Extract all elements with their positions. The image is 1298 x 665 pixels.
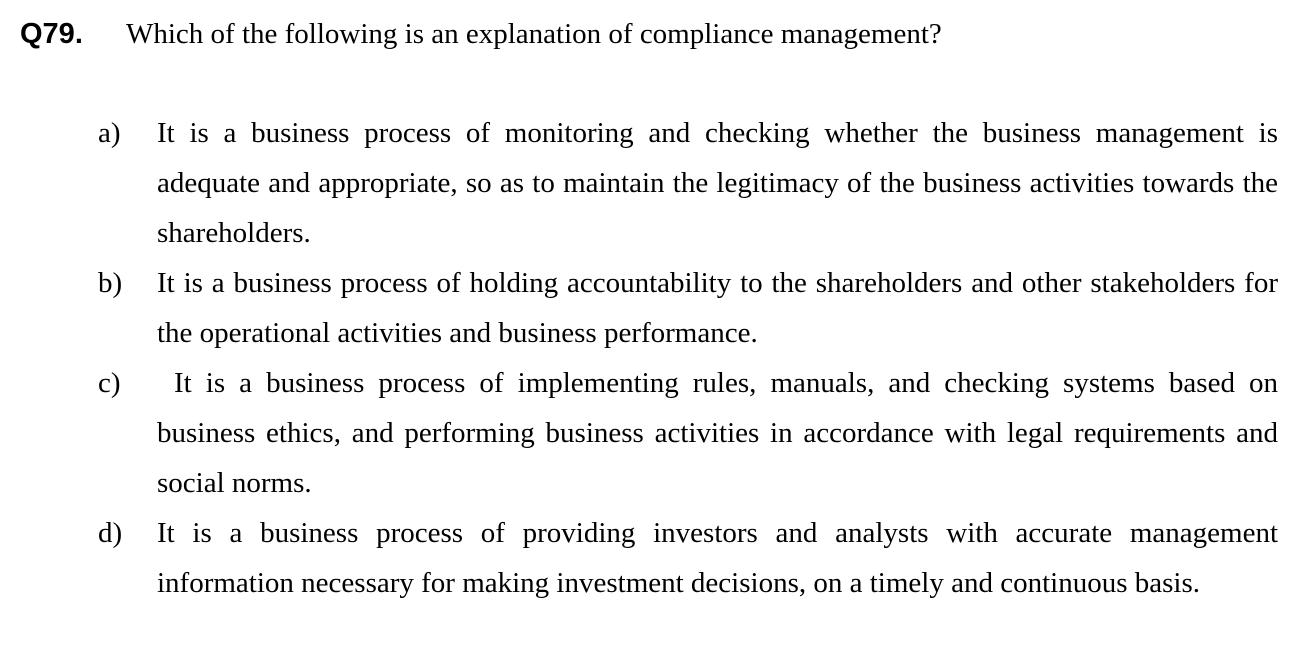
option-b-letter: b) bbox=[98, 267, 123, 299]
option-d-text: It is a business process of providing investors and analysts with accurate management information necessary for making investment decisions, on a timely and continuous basis. bbox=[157, 517, 1278, 599]
answer-options bbox=[0, 108, 1298, 608]
question-text: Which of the following is an explanation of compliance management? bbox=[126, 17, 942, 50]
option-b-text: It is a business process of holding accountability to the shareholders and other stakeholders for the operational activities and business performance. bbox=[157, 267, 1278, 349]
option-d-letter: d) bbox=[98, 517, 123, 549]
option-c-text: It is a business process of implementing rules, manuals, and checking systems based on business ethics, and performing business activities in accordance with legal requirements and social norms. bbox=[157, 367, 1278, 499]
option-c bbox=[0, 358, 1298, 508]
option-a-text: It is a business process of monitoring and checking whether the business management is adequate and appropriate, so as to maintain the legitimacy of the business activities towards the shareholders. bbox=[157, 117, 1278, 249]
option-c-letter: c) bbox=[98, 367, 121, 399]
question-number: Q79. bbox=[20, 17, 83, 50]
option-d bbox=[0, 508, 1298, 608]
question-header bbox=[20, 14, 942, 54]
option-a-letter: a) bbox=[98, 117, 121, 149]
option-b bbox=[0, 258, 1298, 358]
option-a bbox=[0, 108, 1298, 258]
